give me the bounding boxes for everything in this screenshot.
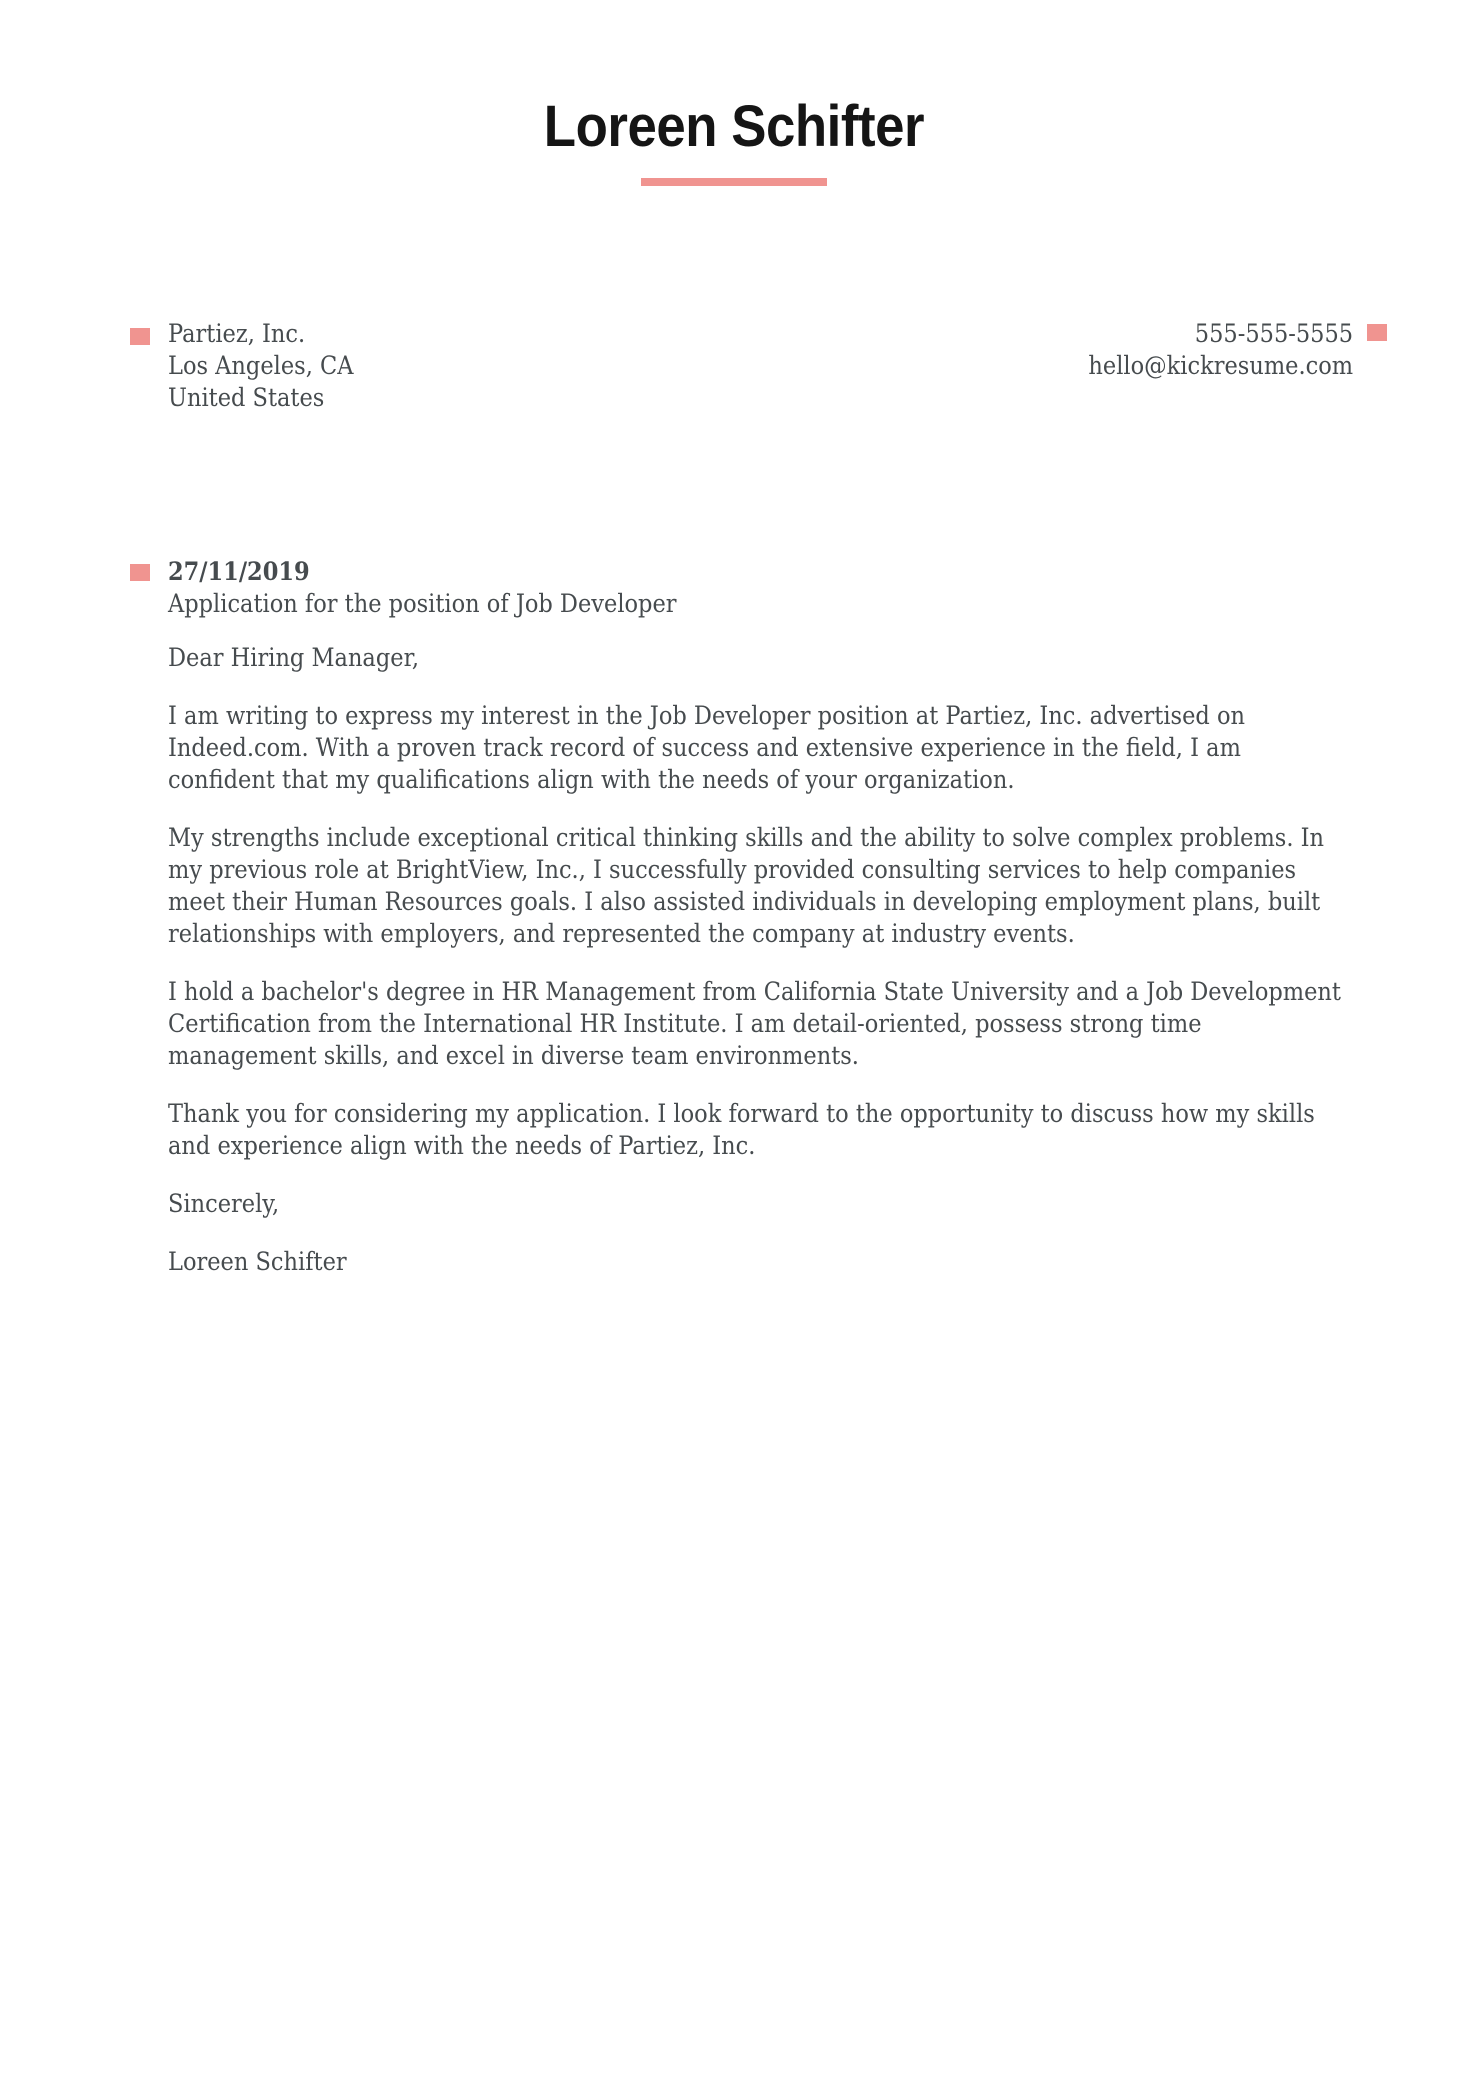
title-underline-accent — [641, 178, 827, 186]
contact-marker-square — [1367, 324, 1387, 341]
letter-body — [168, 556, 1347, 1278]
recipient-city: Los Angeles, CA — [168, 351, 354, 380]
paragraph-thanks: Thank you for considering my application. I look forward to the opportunity to discuss how my skills and experience align with the needs of Partiez, Inc. — [168, 1099, 1315, 1160]
letter-subject: Application for the position of Job Developer — [168, 589, 677, 618]
page-title: Loreen Schifter — [543, 94, 925, 159]
paragraph-education: I hold a bachelor's degree in HR Management from California State University and a Job Development Certification from the International HR Institute. I am detail-oriented, possess strong time management skills, and excel in diverse team environments. — [168, 977, 1341, 1070]
recipient-company: Partiez, Inc. — [168, 319, 306, 348]
paragraph-strengths: My strengths include exceptional critical thinking skills and the ability to solve complex problems. In my previous role at BrightView, Inc., I successfully provided consulting services to help companies meet their Human Resources goals. I also assisted individuals in developing employment plans, built relationships with employers, and represented the company at industry events. — [168, 823, 1325, 948]
paragraph-intro: I am writing to express my interest in the Job Developer position at Partiez, Inc. advertised on Indeed.com. With a proven track record of success and extensive experience in the field, I am confident that my qualifications align with the needs of your organization. — [168, 701, 1245, 794]
phone-number: 555-555-5555 — [1194, 319, 1353, 348]
email-address: hello@kickresume.com — [1088, 351, 1353, 380]
signature-name: Loreen Schifter — [168, 1247, 347, 1276]
recipient-block — [168, 318, 353, 414]
recipient-country: United States — [168, 383, 325, 412]
salutation: Dear Hiring Manager, — [168, 643, 420, 672]
closing: Sincerely, — [168, 1189, 280, 1218]
date-marker-square — [130, 564, 150, 581]
recipient-marker-square — [130, 328, 150, 345]
letter-date: 27/11/2019 — [168, 557, 310, 586]
contact-block — [1088, 318, 1353, 382]
header — [0, 95, 1468, 159]
